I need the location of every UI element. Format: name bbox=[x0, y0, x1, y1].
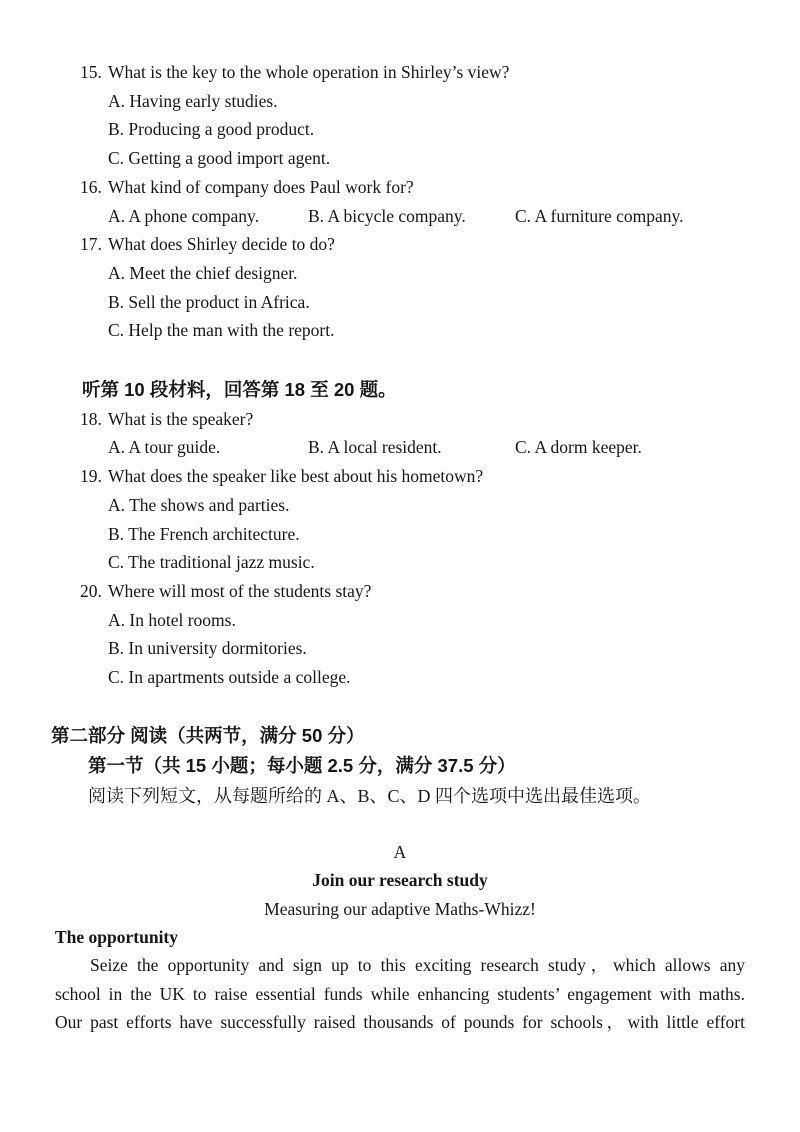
passage-paragraph-line: Our past efforts have successfully raised thousands of pounds for schools，with little effort bbox=[55, 1012, 745, 1033]
question-17-number: 17. bbox=[80, 234, 102, 255]
question-16-option-c: C. A furniture company. bbox=[515, 205, 684, 226]
passage-label: A bbox=[393, 841, 407, 862]
question-16 bbox=[55, 173, 745, 202]
question-20-number: 20. bbox=[80, 580, 102, 601]
question-20-text: Where will most of the students stay? bbox=[108, 580, 372, 601]
question-19-option-b: B. The French architecture. bbox=[108, 523, 300, 544]
question-19-number: 19. bbox=[80, 466, 102, 487]
question-19-text: What does the speaker like best about his hometown? bbox=[108, 466, 484, 487]
part2-header-block bbox=[51, 721, 745, 811]
question-17-option-b: B. Sell the product in Africa. bbox=[108, 291, 310, 312]
question-18-option-b: B. A local resident. bbox=[308, 437, 442, 458]
part2-section1-heading: 第一节（共 15 小题；每小题 2.5 分，满分 37.5 分） bbox=[88, 754, 516, 776]
passage-paragraph-line: school in the UK to raise essential funds while enhancing students’ engagement with maths. bbox=[55, 983, 745, 1004]
question-19-option-a: A. The shows and parties. bbox=[108, 494, 290, 515]
part2-heading: 第二部分 阅读（共两节，满分 50 分） bbox=[51, 724, 365, 746]
question-16-text: What kind of company does Paul work for? bbox=[108, 176, 414, 197]
question-15-option-c: C. Getting a good import agent. bbox=[108, 148, 331, 169]
question-18-options-row bbox=[55, 433, 745, 462]
question-20-option-c: C. In apartments outside a college. bbox=[108, 667, 351, 688]
spacer bbox=[55, 692, 745, 721]
question-16-options-row bbox=[55, 202, 745, 231]
question-17-option-a: A. Meet the chief designer. bbox=[108, 262, 298, 283]
question-17-option-c: C. Help the man with the report. bbox=[108, 320, 335, 341]
passage-title: Join our research study bbox=[312, 870, 488, 891]
question-18-option-a: A. A tour guide. bbox=[108, 437, 221, 458]
question-18 bbox=[55, 405, 745, 434]
question-15-option-a: A. Having early studies. bbox=[108, 90, 278, 111]
question-19-option-c: C. The traditional jazz music. bbox=[108, 552, 315, 573]
question-15 bbox=[55, 58, 745, 87]
reading-passage-a bbox=[55, 838, 745, 1037]
passage-paragraph-line: Seize the opportunity and sign up to this exciting research study，which allows any bbox=[90, 955, 745, 976]
question-18-number: 18. bbox=[80, 408, 102, 429]
question-18-option-c: C. A dorm keeper. bbox=[515, 437, 642, 458]
passage-subtitle: Measuring our adaptive Maths-Whizz! bbox=[264, 898, 536, 919]
question-15-option-b: B. Producing a good product. bbox=[108, 119, 315, 140]
question-15-number: 15. bbox=[80, 62, 102, 82]
question-20-option-b: B. In university dormitories. bbox=[108, 638, 307, 659]
question-16-option-a: A. A phone company. bbox=[108, 205, 259, 226]
question-19 bbox=[55, 462, 745, 491]
question-15-text: What is the key to the whole operation in Shirley’s view? bbox=[108, 62, 510, 82]
question-17-text: What does Shirley decide to do? bbox=[108, 234, 335, 255]
question-17 bbox=[55, 230, 745, 259]
passage-section-heading: The opportunity bbox=[55, 926, 179, 947]
question-18-text: What is the speaker? bbox=[108, 408, 254, 429]
question-16-number: 16. bbox=[80, 176, 102, 197]
question-16-option-b: B. A bicycle company. bbox=[308, 205, 466, 226]
part2-instruction: 阅读下列短文，从每题所给的 A、B、C、D 四个选项中选出最佳选项。 bbox=[88, 785, 652, 806]
spacer bbox=[55, 811, 745, 838]
question-20 bbox=[55, 577, 745, 606]
question-20-option-a: A. In hotel rooms. bbox=[108, 609, 236, 630]
listening-material-note: 听第 10 段材料，回答第 18 至 20 题。 bbox=[82, 379, 397, 401]
spacer bbox=[55, 345, 745, 376]
